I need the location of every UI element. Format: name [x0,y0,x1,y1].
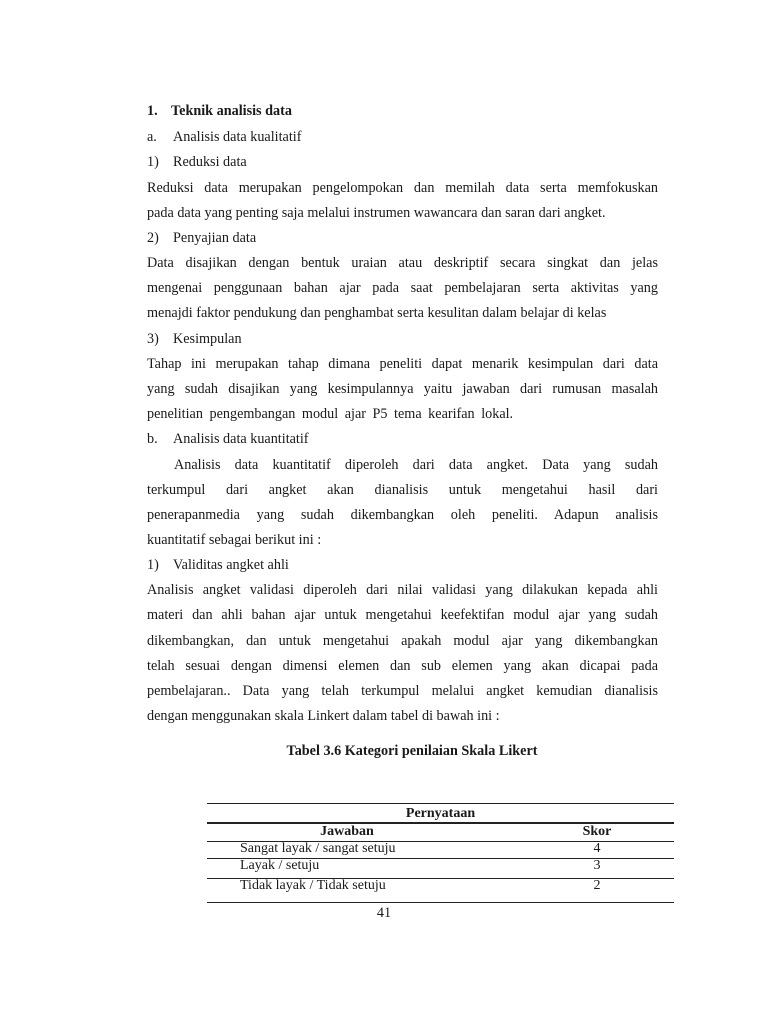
item-validitas-heading: 1) Validitas angket ahli [147,557,289,573]
page-number: 41 [376,905,392,921]
table-caption: Tabel 3.6 Kategori penilaian Skala Likert [286,743,538,759]
paragraph-line: pembelajaran.. Data yang telah terkumpul melalui angket kemudian dianalisis [147,683,658,699]
paragraph-line: Analisis angket validasi diperoleh dari nilai validasi yang dilakukan kepada ahli [147,582,658,598]
table-rule-top [207,803,674,804]
table-rule-bottom [207,902,674,903]
cell-jawaban: Sangat layak / sangat setuju [240,841,396,856]
paragraph-line: Data disajikan dengan bentuk uraian atau deskriptif secara singkat dan jelas [147,255,658,271]
table-group-header: Pernyataan [405,806,476,821]
cell-skor: 4 [593,841,601,856]
column-header-jawaban: Jawaban [320,824,374,839]
paragraph-line: terkumpul dari angket akan dianalisis untuk mengetahui hasil dari [147,482,658,498]
paragraph-line: materi dan ahli bahan ajar untuk mengetahui keefektifan modul ajar yang sudah [147,607,658,623]
section-heading: 1. Teknik analisis data [147,103,292,119]
column-header-skor: Skor [582,824,612,839]
paragraph-line: Tahap ini merupakan tahap dimana peneliti dapat menarik kesimpulan dari data [147,356,658,372]
paragraph-line: dengan menggunakan skala Linkert dalam tabel di bawah ini : [147,708,500,724]
paragraph-line: pada data yang penting saja melalui instrumen wawancara dan saran dari angket. [147,205,606,221]
paragraph-line: telah sesuai dengan dimensi elemen dan sub elemen yang akan dicapai pada [147,658,658,674]
paragraph-line: yang sudah disajikan yang kesimpulannya yaitu jawaban dari rumusan masalah [147,381,658,397]
paragraph-line: Reduksi data merupakan pengelompokan dan memilah data serta memfokuskan [147,180,658,196]
paragraph-line: menajdi faktor pendukung dan penghambat serta kesulitan dalam belajar di kelas [147,305,607,321]
paragraph-line: penelitian pengembangan modul ajar P5 tema kearifan lokal. [147,406,514,422]
subsection-b-heading: b. Analisis data kuantitatif [147,431,309,447]
paragraph-line: mengenai penggunaan bahan ajar pada saat pembelajaran serta aktivitas yang [147,280,658,296]
paragraph-line: dikembangkan, dan untuk mengetahui apakah modul ajar yang dikembangkan [147,633,658,649]
subsection-a-heading: a. Analisis data kualitatif [147,129,302,145]
cell-skor: 2 [593,878,601,893]
paragraph-line: kuantitatif sebagai berikut ini : [147,532,322,548]
item-penyajian-heading: 2) Penyajian data [147,230,257,246]
likert-table [207,803,674,903]
item-reduksi-heading: 1) Reduksi data [147,154,247,170]
cell-jawaban: Layak / setuju [240,858,320,873]
paragraph-line: penerapanmedia yang sudah dikembangkan oleh peneliti. Adapun analisis [147,507,658,523]
item-kesimpulan-heading: 3) Kesimpulan [147,331,242,347]
cell-jawaban: Tidak layak / Tidak setuju [240,878,386,893]
cell-skor: 3 [593,858,601,873]
paragraph-line: Analisis data kuantitatif diperoleh dari data angket. Data yang sudah [174,457,658,473]
